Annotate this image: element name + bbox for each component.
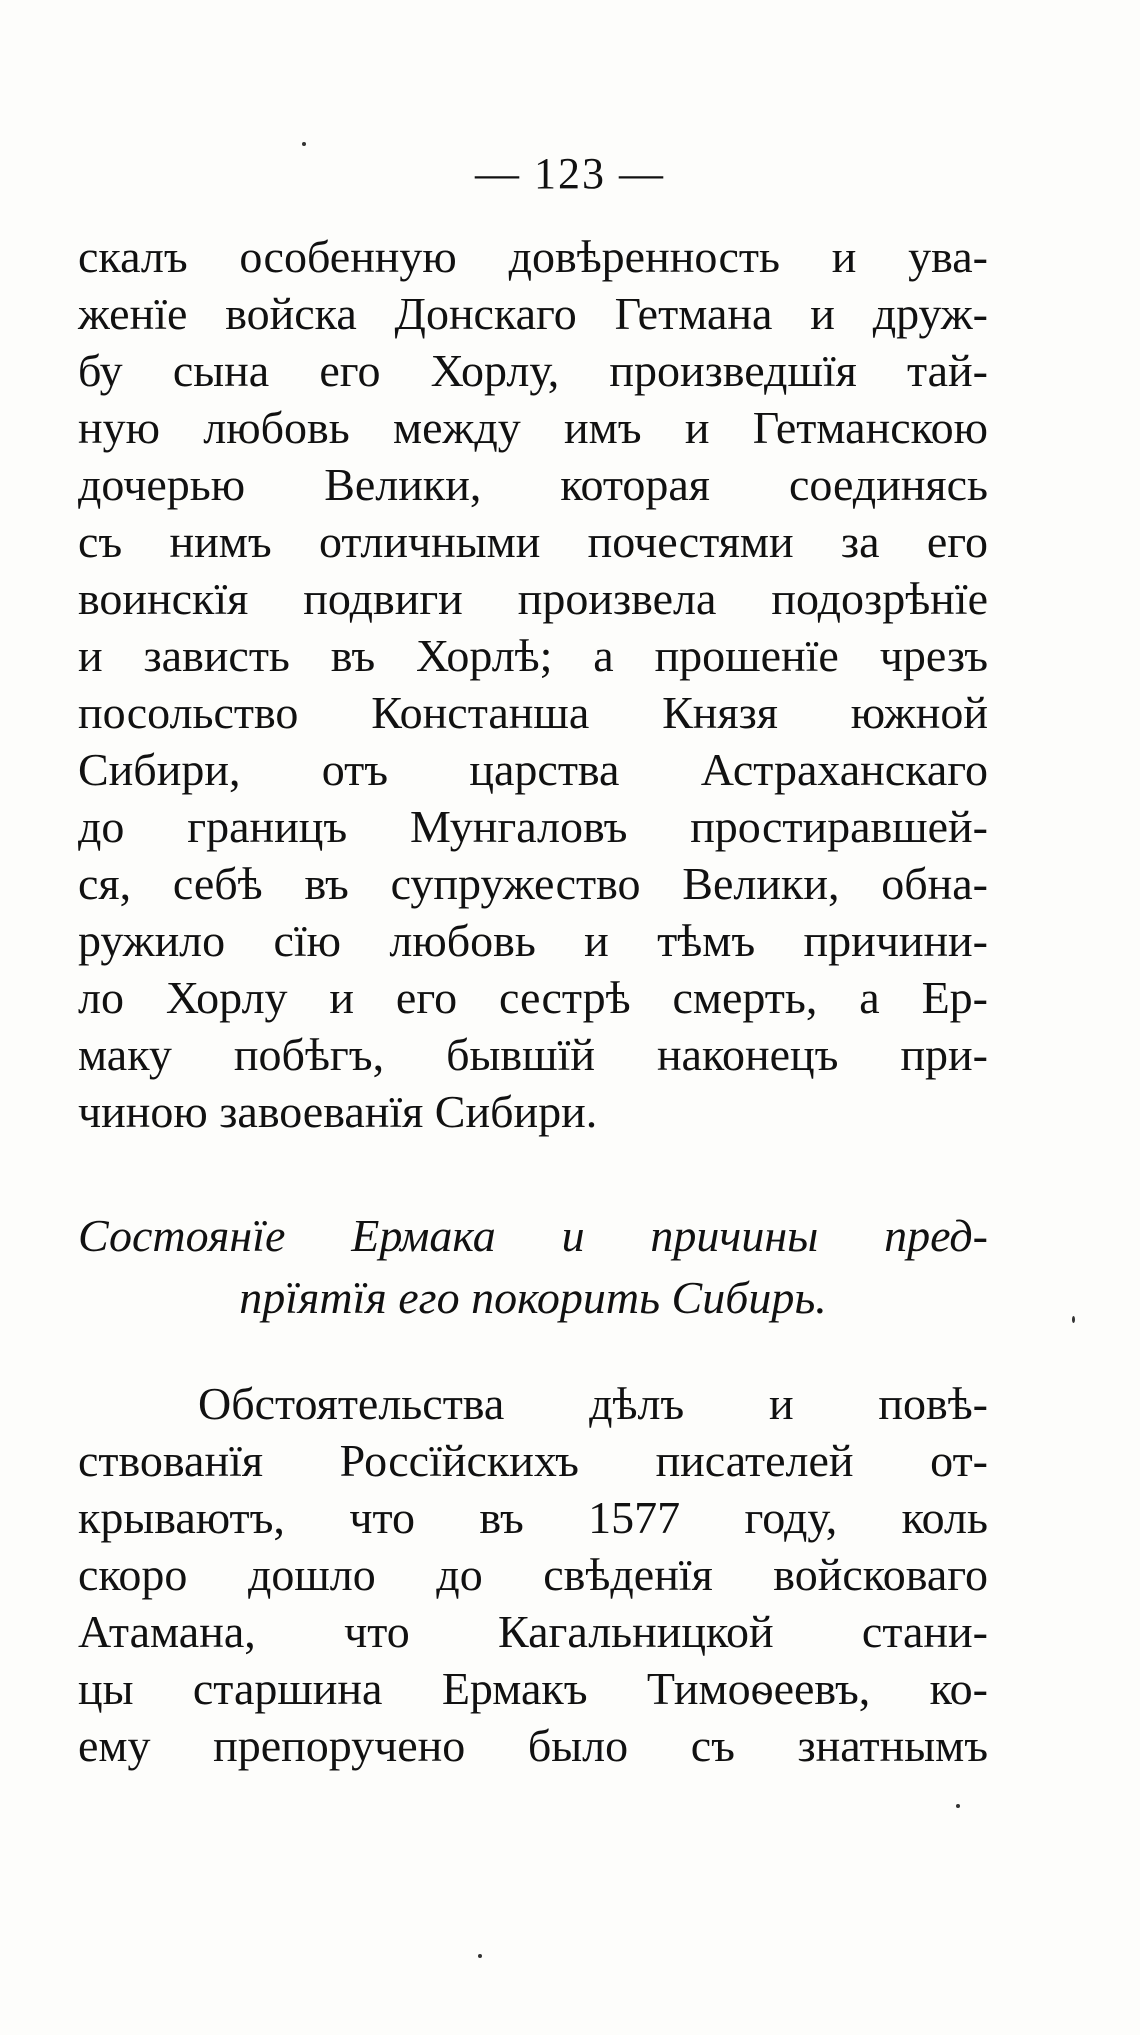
scan-speck	[1072, 1316, 1075, 1323]
paragraph-line: ствованїя Россїйскихъ писателей от-	[78, 1435, 988, 1486]
paragraph-line: ло Хорлу и его сестрѣ смерть, а Ер-	[78, 972, 988, 1023]
paragraph-line: ся, себѣ въ супружество Велики, обна-	[78, 858, 988, 909]
paragraph-line: ружило сїю любовь и тѣмъ причини-	[78, 915, 988, 966]
paragraph-line: съ нимъ отличными почестями за его	[78, 516, 988, 567]
paragraph-line: чиною завоеванїя Сибири.	[78, 1086, 598, 1137]
page-number: — 123 —	[475, 149, 665, 198]
paragraph-line: ную любовь между имъ и Гетманскою	[78, 402, 988, 453]
paragraph-1	[78, 228, 988, 1140]
paragraph-line: маку побѣгъ, бывшїй наконецъ при-	[78, 1029, 988, 1080]
paragraph-line: Атамана, что Кагальницкой стани-	[78, 1606, 988, 1657]
paragraph-line: ему препоручено было съ знатнымъ	[78, 1720, 988, 1771]
paragraph-line: Обстоятельства дѣлъ и повѣ-	[198, 1378, 988, 1429]
paragraph-line: цы старшина Ермакъ Тимоѳеевъ, ко-	[78, 1663, 988, 1714]
paragraph-line: Сибири, отъ царства Астраханскаго	[78, 744, 988, 795]
heading-line: прїятїя его покорить Сибирь.	[239, 1272, 827, 1323]
section-heading	[78, 1205, 988, 1329]
paragraph-line: воинскїя подвиги произвела подозрѣнїе	[78, 573, 988, 624]
paragraph-line: бу сына его Хорлу, произведшїя тай-	[78, 345, 988, 396]
paragraph-line: дочерью Велики, которая соединясь	[78, 459, 988, 510]
paragraph-line: скоро дошло до свѣденїя войсковаго	[78, 1549, 988, 1600]
paragraph-line: до границъ Мунгаловъ простиравшей-	[78, 801, 988, 852]
scan-speck	[302, 142, 306, 146]
scan-speck	[956, 1804, 960, 1808]
scan-speck	[478, 1954, 482, 1958]
paragraph-line: посольство Констанша Князя южной	[78, 687, 988, 738]
heading-line: Состоянїе Ермака и причины пред-	[78, 1210, 988, 1261]
paragraph-line: крываютъ, что въ 1577 году, коль	[78, 1492, 988, 1543]
paragraph-line: скалъ особенную довѣренность и ува-	[78, 231, 988, 282]
paragraph-line: женїе войска Донскаго Гетмана и друж-	[78, 288, 988, 339]
paragraph-2	[78, 1375, 988, 1774]
paragraph-line: и зависть въ Хорлѣ; а прошенїе чрезъ	[78, 630, 988, 681]
